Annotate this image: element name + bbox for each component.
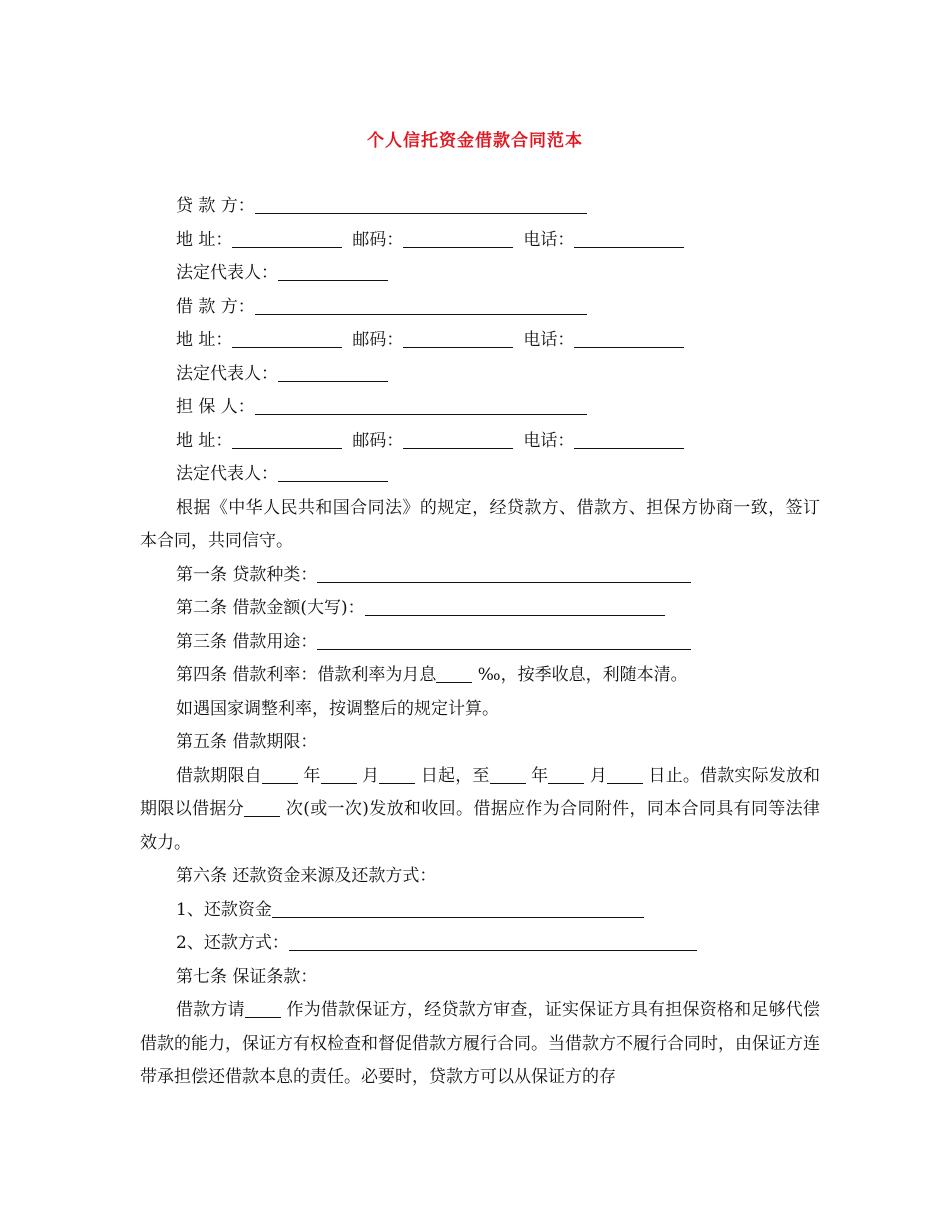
- to-year-blank[interactable]: [490, 763, 526, 784]
- lender-label: 贷 款 方：: [176, 196, 255, 216]
- borrower-address-blank[interactable]: [232, 327, 342, 348]
- address-label: 地 址：: [176, 330, 233, 350]
- repay-method-blank[interactable]: [289, 930, 697, 951]
- borrower-rep-line: [140, 358, 820, 392]
- zip-label: 邮码：: [352, 430, 404, 451]
- guarantor-blank[interactable]: [255, 394, 587, 415]
- lender-phone-blank[interactable]: [574, 227, 684, 248]
- year-text: 年: [525, 765, 549, 786]
- guarantor-line: [140, 391, 820, 425]
- installments-blank[interactable]: [244, 796, 280, 817]
- legal-rep-label: 法定代表人：: [176, 263, 278, 283]
- from-year-blank[interactable]: [262, 763, 298, 784]
- borrower-rep-blank[interactable]: [278, 361, 388, 382]
- day-to-text: 日止。借款实际发放和期限以借据分: [140, 765, 821, 819]
- borrower-contact-line: [140, 324, 820, 358]
- loan-type-blank[interactable]: [317, 562, 691, 583]
- address-label: 地 址：: [176, 430, 233, 451]
- article-5-rest: 次(或一次)发放和收回。借据应作为合同附件，同本合同具有同等法律效力。: [140, 799, 821, 853]
- from-month-blank[interactable]: [321, 763, 357, 784]
- loan-amount-blank[interactable]: [365, 595, 665, 616]
- interest-rate-blank[interactable]: [436, 662, 472, 683]
- article-4-text-b: ‰，按季收息，利随本清。: [472, 665, 688, 685]
- phone-label: 电话：: [523, 430, 575, 451]
- article-6-item-2: [140, 927, 820, 961]
- zip-label: 邮码：: [352, 330, 404, 350]
- article-7-text-a: 借款方请: [176, 1000, 245, 1020]
- to-day-blank[interactable]: [607, 763, 643, 784]
- guarantor-rep-blank[interactable]: [278, 461, 388, 482]
- lender-rep-blank[interactable]: [278, 260, 388, 281]
- guarantor-name-blank[interactable]: [245, 997, 281, 1018]
- loan-purpose-blank[interactable]: [317, 629, 691, 650]
- year-text: 年: [297, 765, 321, 786]
- borrower-line: [140, 291, 820, 325]
- lender-address-blank[interactable]: [232, 227, 342, 248]
- to-month-blank[interactable]: [548, 763, 584, 784]
- article-6-item-1: [140, 894, 820, 928]
- month-text: 月: [356, 765, 380, 786]
- guarantor-address-blank[interactable]: [232, 428, 342, 449]
- guarantor-rep-line: [140, 458, 820, 492]
- contract-body: [140, 190, 820, 1095]
- article-2: [140, 592, 820, 626]
- article-3: [140, 626, 820, 660]
- article-1: [140, 559, 820, 593]
- borrower-blank[interactable]: [255, 294, 587, 315]
- address-label: 地 址：: [176, 229, 233, 250]
- intro-paragraph: 根据《中华人民共和国合同法》的规定，经贷款方、借款方、担保方协商一致，签订本合同，共同信守。: [140, 497, 820, 551]
- from-day-blank[interactable]: [379, 763, 415, 784]
- legal-rep-label: 法定代表人：: [176, 363, 278, 384]
- phone-label: 电话：: [523, 330, 575, 350]
- lender-contact-line: [140, 224, 820, 258]
- article-5-label: 第五条 借款期限：: [176, 732, 318, 752]
- borrower-label: 借 款 方：: [176, 296, 255, 317]
- article-1-label: 第一条 贷款种类：: [176, 564, 318, 585]
- lender-blank[interactable]: [255, 193, 587, 214]
- day-from-text: 日起，至: [415, 765, 490, 786]
- phone-label: 电话：: [523, 229, 575, 250]
- lender-line: [140, 190, 820, 224]
- guarantor-zip-blank[interactable]: [403, 428, 513, 449]
- article-6-label: 第六条 还款资金来源及还款方式：: [176, 866, 437, 886]
- guarantor-label: 担 保 人：: [176, 397, 255, 417]
- article-2-label: 第二条 借款金额(大写)：: [176, 598, 365, 618]
- article-5-paragraph: [140, 760, 820, 861]
- article-4: [140, 659, 820, 693]
- borrower-zip-blank[interactable]: [403, 327, 513, 348]
- article-3-label: 第三条 借款用途：: [176, 631, 318, 652]
- article-4-note: 如遇国家调整利率，按调整后的规定计算。: [176, 698, 499, 719]
- guarantor-contact-line: [140, 425, 820, 459]
- document-title: 个人信托资金借款合同范本: [367, 131, 583, 151]
- repay-source-blank[interactable]: [272, 897, 644, 918]
- article-7-label: 第七条 保证条款：: [176, 966, 318, 987]
- repay-source-label: 1、还款资金: [176, 899, 272, 920]
- repay-method-label: 2、还款方式：: [176, 933, 289, 953]
- term-from-text: 借款期限自: [176, 765, 262, 786]
- legal-rep-label: 法定代表人：: [176, 464, 278, 484]
- article-4-text-a: 第四条 借款利率：借款利率为月息: [176, 665, 437, 685]
- zip-label: 邮码：: [352, 229, 404, 250]
- month-text: 月: [584, 765, 607, 786]
- lender-zip-blank[interactable]: [403, 227, 513, 248]
- guarantor-phone-blank[interactable]: [574, 428, 684, 449]
- borrower-phone-blank[interactable]: [574, 327, 684, 348]
- article-7-paragraph: [140, 994, 820, 1095]
- article-7-text-b: 作为借款保证方，经贷款方审查，证实保证方具有担保资格和足够代偿借款的能力，保证方有权检查和督促借款方履行合同。当借款方不履行合同时，由保证方连带承担偿还借款本息的责任。必要时，贷款方可以从保证方的存: [140, 1000, 821, 1087]
- lender-rep-line: [140, 257, 820, 291]
